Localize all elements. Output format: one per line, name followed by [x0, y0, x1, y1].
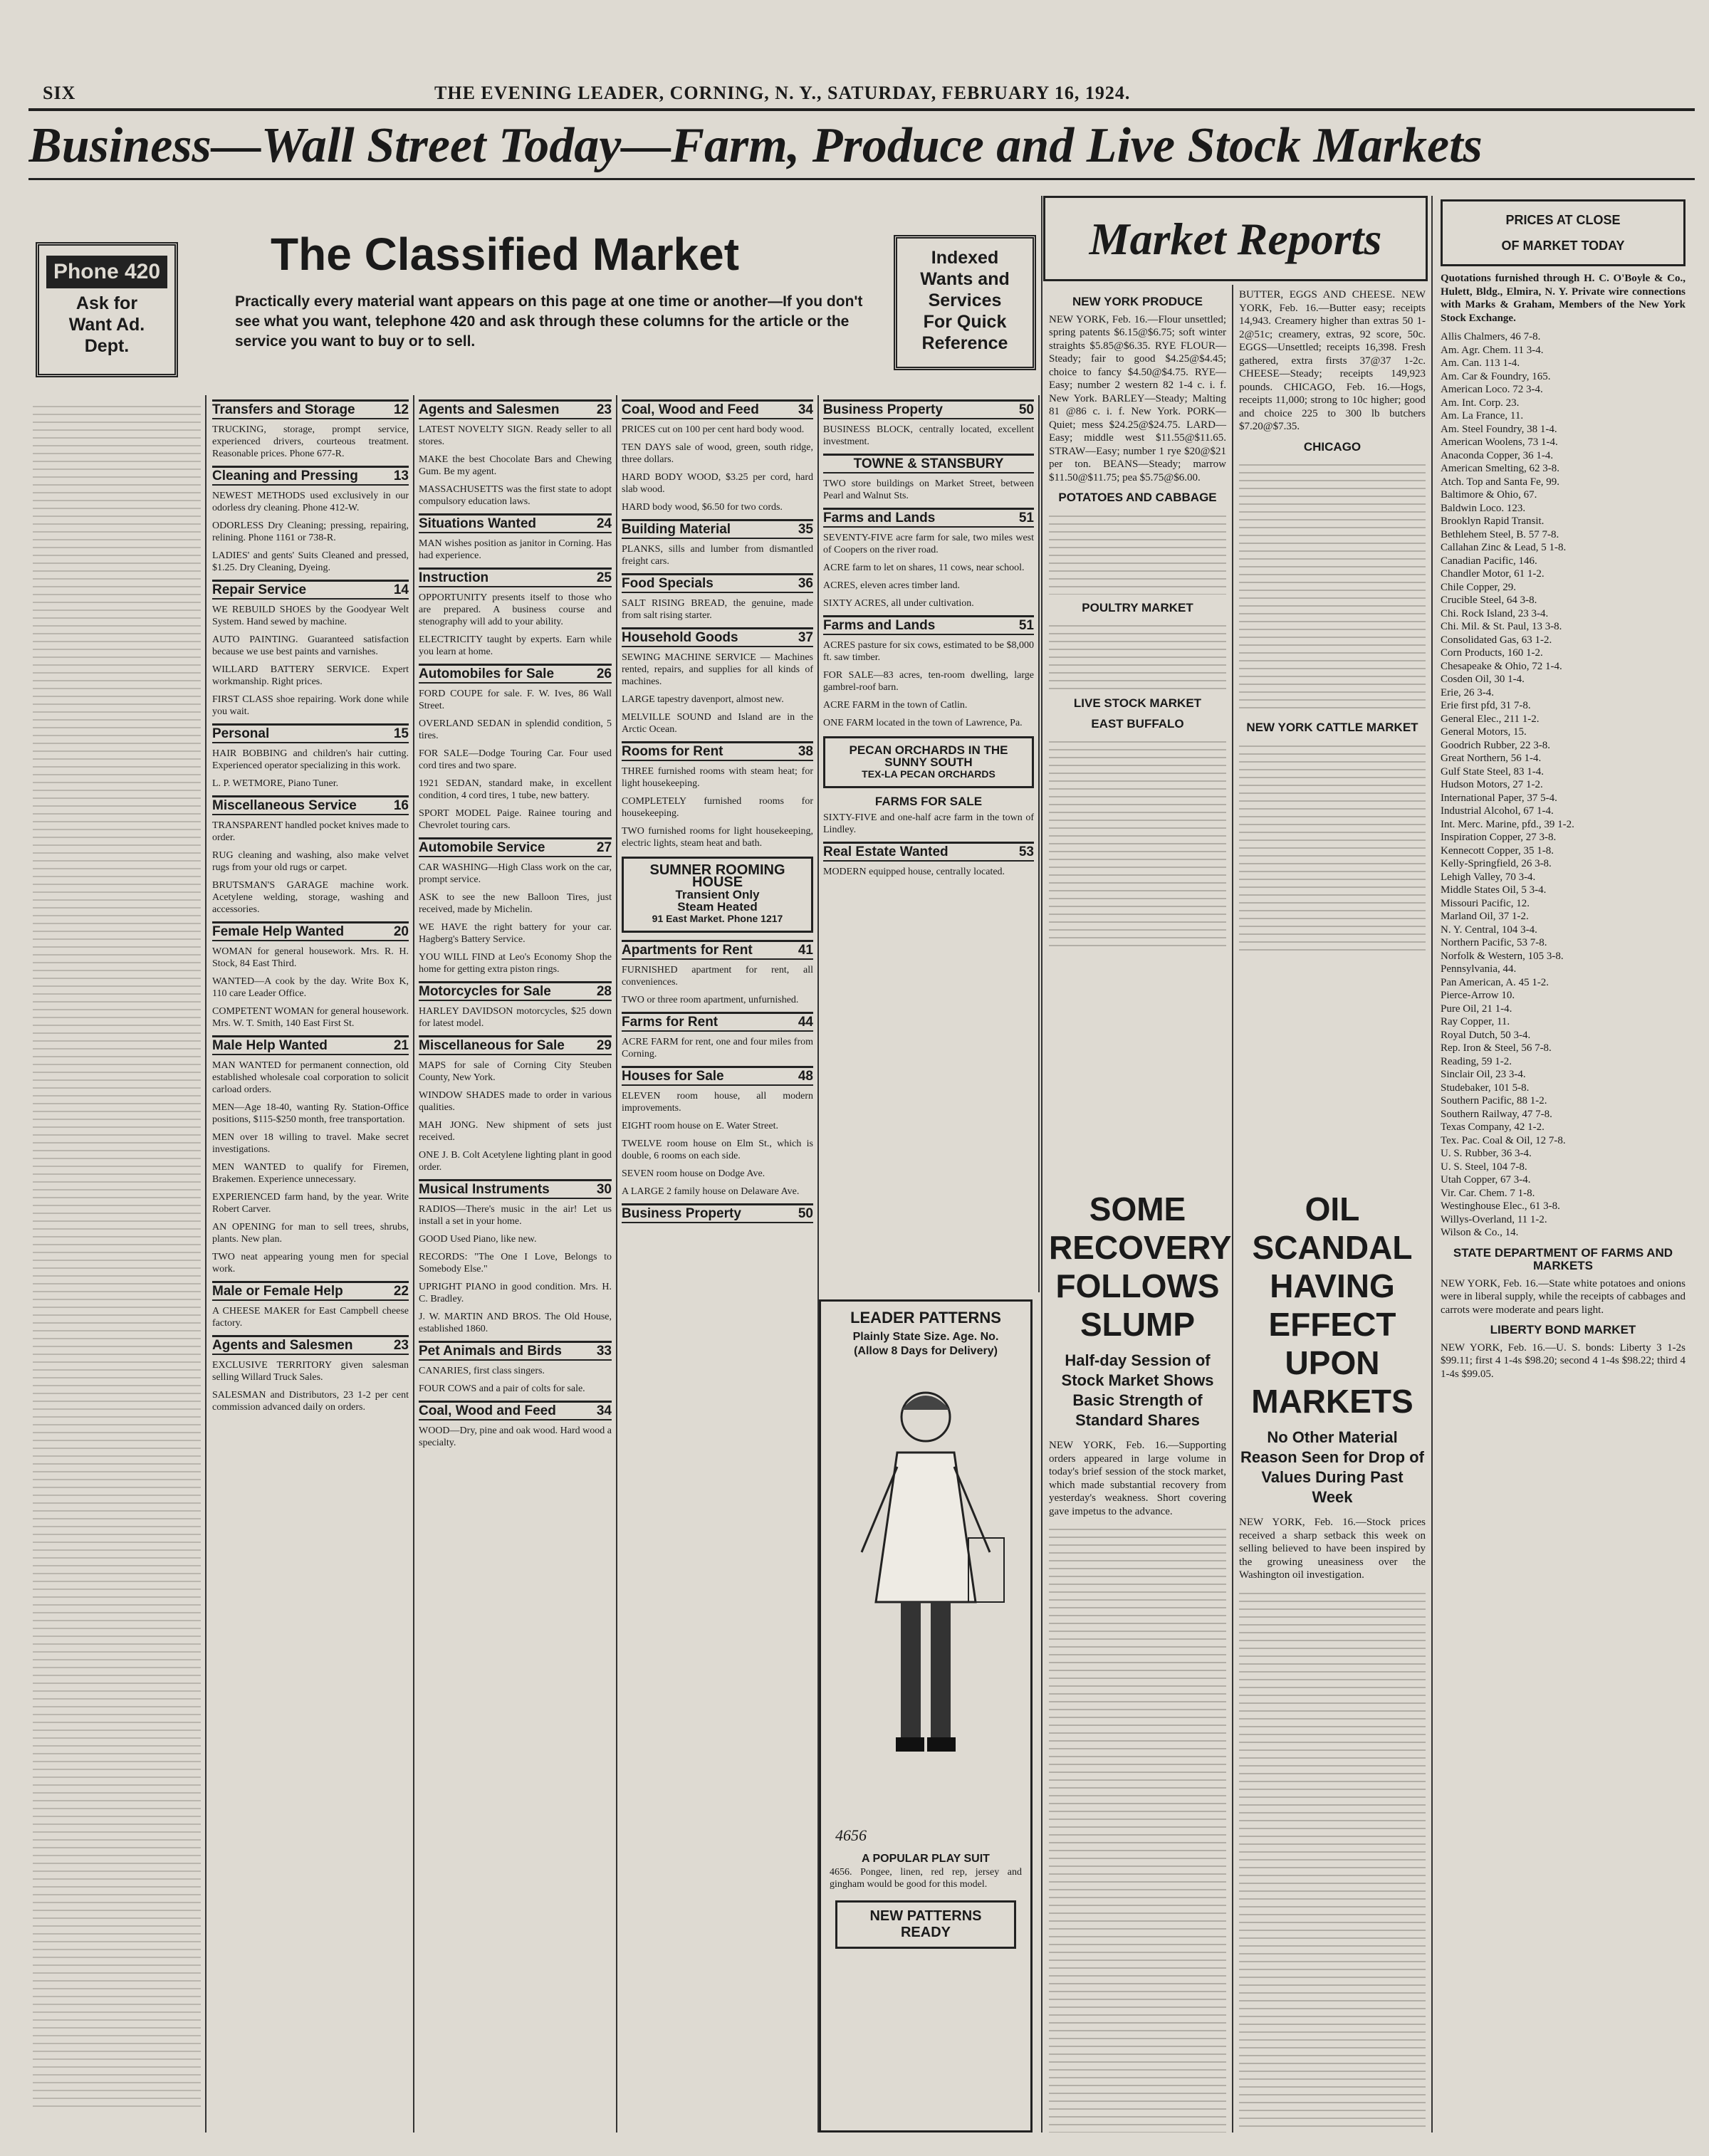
- dairy-report: BUTTER, EGGS AND CHEESE. NEW YORK, Feb. 16.—Butter easy; receipts 14,943. Creamery higher than extras 50 1-2@51c; creamery, extras, 92 score, 50c. EGGS—Unsettled; receipts 16,398. Fresh gathered, extra firsts 37@37 1-2c. CHEESE—Steady; receipts 149,923 pounds. CHICAGO, Feb. 16.—Hogs, receipts 11,000; strong to 10c higher; good and choice 225 to 300 lb butchers $7.20@$7.35.: [1239, 289, 1426, 432]
- classified-ad: FORD COUPE for sale. F. W. Ives, 86 Wall Street.: [419, 689, 612, 711]
- classified-ad: ASK to see the new Balloon Tires, just received, made by Michelin.: [419, 892, 612, 915]
- classified-ad: L. P. WETMORE, Piano Tuner.: [212, 778, 339, 789]
- stock-quote: Pennsylvania, 44.: [1441, 963, 1517, 975]
- stock-quote: American Smelting, 62 3-8.: [1441, 463, 1560, 474]
- classified-column-3: [617, 395, 819, 2133]
- classified-ad: HARD BODY WOOD, $3.25 per cord, hard slab wood.: [622, 472, 813, 495]
- page-number: SIX: [43, 83, 76, 103]
- stock-quote: Inspiration Copper, 27 3-8.: [1441, 832, 1557, 843]
- stock-quote: Pure Oil, 21 1-4.: [1441, 1003, 1512, 1015]
- stock-quote: Utah Copper, 67 3-4.: [1441, 1174, 1531, 1186]
- classified-ad: MAN WANTED for permanent connection, old established wholesale coal corporation to solicit carload orders.: [212, 1060, 409, 1095]
- section-header: Farms and Lands 51: [823, 508, 1034, 528]
- section-header: Instruction 25: [419, 567, 612, 587]
- stock-list: [1441, 330, 1686, 1240]
- classified-ad: SIXTY-FIVE and one-half acre farm in the town of Lindley.: [823, 812, 1034, 835]
- section-header: Building Material 35: [622, 519, 813, 539]
- stock-quote: Royal Dutch, 50 3-4.: [1441, 1029, 1531, 1041]
- rooming-house-ad: SUMNER ROOMING HOUSE Transient Only Steam Heated 91 East Market. Phone 1217: [622, 857, 813, 933]
- classified-ad: FOR SALE—Dodge Touring Car. Four used cord tires and two spare.: [419, 748, 612, 771]
- classified-ad: WILLARD BATTERY SERVICE. Expert workmanship. Right prices.: [212, 664, 409, 687]
- classified-ad: WE HAVE the right battery for your car. Hagberg's Battery Service.: [419, 922, 612, 945]
- stock-quote: Am. Steel Foundry, 38 1-4.: [1441, 423, 1557, 435]
- section-header: Rooms for Rent 38: [622, 741, 813, 761]
- classified-ad: TRANSPARENT handled pocket knives made to order.: [212, 820, 409, 843]
- classified-ad: SALT RISING BREAD, the genuine, made from salt rising starter.: [622, 598, 813, 621]
- classified-title: The Classified Market: [271, 229, 739, 280]
- stock-quote: Marland Oil, 37 1-2.: [1441, 911, 1529, 922]
- pattern-caption: 4656. Pongee, linen, red rep, jersey and gingham would be good for this model.: [830, 1867, 1022, 1890]
- pattern-caption-title: A POPULAR PLAY SUIT: [862, 1853, 990, 1865]
- section-header: Male or Female Help 22: [212, 1281, 409, 1301]
- stock-quote: Pierce-Arrow 10.: [1441, 990, 1515, 1001]
- section-header: Food Specials 36: [622, 573, 813, 593]
- farms-for-sale-head: FARMS FOR SALE: [874, 795, 983, 808]
- classified-ad: EXCLUSIVE TERRITORY given salesman selling Willard Truck Sales.: [212, 1360, 409, 1383]
- stock-quote: Texas Company, 42 1-2.: [1441, 1121, 1545, 1133]
- section-header: Situations Wanted 24: [419, 513, 612, 533]
- stock-quote: Kennecott Copper, 35 1-8.: [1441, 844, 1554, 857]
- section-header: Agents and Salesmen 23: [212, 1335, 409, 1355]
- classified-ad: TRUCKING, storage, prompt service, experienced drivers, courteous treatment. Reasonable prices. Phone 677-R.: [212, 424, 409, 459]
- stock-quote: Erie, 26 3-4.: [1441, 686, 1494, 698]
- stock-quote: Vir. Car. Chem. 7 1-8.: [1441, 1187, 1535, 1199]
- stock-quote: Canadian Pacific, 146.: [1441, 555, 1537, 567]
- classified-ad: RUG cleaning and washing, also make velvet rugs from your old rugs or carpet.: [212, 850, 409, 873]
- pattern-number: 4656: [835, 1826, 867, 1844]
- stock-quote: Lehigh Valley, 70 3-4.: [1441, 871, 1536, 883]
- classified-ad: TWO store buildings on Market Street, between Pearl and Walnut Sts.: [823, 478, 1034, 501]
- stock-quote: American Loco. 72 3-4.: [1441, 384, 1543, 395]
- section-header: Transfers and Storage 12: [212, 399, 409, 419]
- index-column: [28, 395, 207, 2133]
- classified-ad: AN OPENING for man to sell trees, shrubs, plants. New plan.: [212, 1222, 409, 1245]
- stock-quote: Am. Agr. Chem. 11 3-4.: [1441, 344, 1544, 356]
- stock-quote: General Motors, 15.: [1441, 726, 1527, 738]
- stock-quote: Hudson Motors, 27 1-2.: [1441, 779, 1543, 790]
- section-header: Miscellaneous Service 16: [212, 795, 409, 815]
- stock-quote: Chandler Motor, 61 1-2.: [1441, 568, 1545, 580]
- classified-ad: THREE furnished rooms with steam heat; for light housekeeping.: [622, 766, 813, 789]
- stock-quote: International Paper, 37 5-4.: [1441, 792, 1557, 804]
- phone-number: Phone 420: [46, 256, 167, 288]
- markets-column-right: BUTTER, EGGS AND CHEESE. NEW YORK, Feb. 16.—Butter easy; receipts 14,943. Creamery higher than extras 50 1-2@51c; creamery, extras, 92 score, 50c. EGGS—Unsettled; receipts 16,398. Fresh gathered, extra firsts 37@37 1-2c. CHEESE—Steady; receipts 149,923 pounds. CHICAGO, Feb. 16.—Hogs, receipts 11,000; strong to 10c higher; good and choice 225 to 300 lb butchers $7.20@$7.35. CHICAGO NEW YORK CATTLE MARKET: [1233, 288, 1431, 1186]
- stock-quote: General Elec., 211 1-2.: [1441, 713, 1540, 725]
- classified-ad: COMPLETELY furnished rooms for housekeeping.: [622, 796, 813, 819]
- section-header: Houses for Sale 48: [622, 1066, 813, 1086]
- column-rule: [1431, 196, 1433, 2133]
- section-header: Automobiles for Sale 26: [419, 664, 612, 684]
- stock-quote: Anaconda Copper, 36 1-4.: [1441, 449, 1554, 461]
- stock-quote: Middle States Oil, 5 3-4.: [1441, 884, 1547, 896]
- section-header: Automobile Service 27: [419, 837, 612, 857]
- section-header: Farms for Rent 44: [622, 1012, 813, 1032]
- classified-ad: FIRST CLASS shoe repairing. Work done while you wait.: [212, 694, 409, 717]
- classified-ad: TWO neat appearing young men for special work.: [212, 1252, 409, 1275]
- classified-ad: PLANKS, sills and lumber from dismantled freight cars.: [622, 544, 813, 567]
- new-patterns-box: NEW PATTERNS READY: [835, 1900, 1016, 1949]
- classified-ad: ACRES, eleven acres timber land.: [823, 580, 961, 591]
- oil-scandal-story: OIL SCANDAL HAVING EFFECT UPON MARKETS No Other Material Reason Seen for Drop of Values During Past Week NEW YORK, Feb. 16.—Stock prices received a sharp setback this week on selling believed to have been inspired by the growing uneasiness over the Washington oil investigation.: [1233, 1186, 1431, 2133]
- stock-quote: Rep. Iron & Steel, 56 7-8.: [1441, 1042, 1552, 1054]
- classified-ad: SALESMAN and Distributors, 23 1-2 per cent commission advanced daily on orders.: [212, 1390, 409, 1413]
- stock-quote: Am. Can. 113 1-4.: [1441, 357, 1520, 369]
- stock-quote: Southern Pacific, 88 1-2.: [1441, 1095, 1547, 1106]
- quotation-note: Quotations furnished through H. C. O'Boyle & Co., Hulett, Bldg., Elmira, N. Y. Private wire connections with Marks & Graham, Members of the New York Stock Exchange.: [1441, 273, 1686, 324]
- stock-quote: Baldwin Loco. 123.: [1441, 502, 1526, 514]
- classified-ad: TWELVE room house on Elm St., which is double, 6 rooms on each side.: [622, 1139, 813, 1161]
- section-header: Household Goods 37: [622, 627, 813, 647]
- stock-quote: U. S. Rubber, 36 3-4.: [1441, 1148, 1532, 1159]
- classified-ad: RADIOS—There's music in the air! Let us install a set in your home.: [419, 1204, 612, 1227]
- classified-ad: CANARIES, first class singers.: [419, 1366, 545, 1376]
- classified-ad: ACRES pasture for six cows, estimated to be $8,000 ft. saw timber.: [823, 640, 1034, 663]
- classified-ad: MODERN equipped house, centrally located.: [823, 867, 1005, 877]
- classified-ad: HARD body wood, $6.50 for two cords.: [622, 502, 783, 513]
- classified-ad: LADIES' and gents' Suits Cleaned and pressed, $1.25. Dry Cleaning, Dyeing.: [212, 550, 409, 573]
- section-header: Business Property 50: [622, 1203, 813, 1223]
- classified-ad: MAN wishes position as janitor in Corning. Has had experience.: [419, 538, 612, 561]
- stock-quote: Kelly-Springfield, 26 3-8.: [1441, 858, 1552, 869]
- stock-quote: Brooklyn Rapid Transit.: [1441, 516, 1545, 527]
- section-header: Cleaning and Pressing 13: [212, 466, 409, 486]
- classified-ad: 1921 SEDAN, standard make, in excellent condition, 4 cord tires, 1 tube, new battery.: [419, 778, 612, 801]
- section-header: Female Help Wanted 20: [212, 921, 409, 941]
- section-header: Real Estate Wanted 53: [823, 842, 1034, 862]
- stock-quote: Baltimore & Ohio, 67.: [1441, 489, 1537, 501]
- classified-ad: TWO furnished rooms for light housekeeping, electric lights, steam heat and bath.: [622, 826, 813, 849]
- classified-ad: WOOD—Dry, pine and oak wood. Hard wood a specialty.: [419, 1425, 612, 1448]
- classified-ad: ONE J. B. Colt Acetylene lighting plant in good order.: [419, 1150, 612, 1173]
- stock-quote: Int. Merc. Marine, pfd., 39 1-2.: [1441, 818, 1574, 830]
- section-header: Apartments for Rent 41: [622, 940, 813, 960]
- classified-ad: HARLEY DAVIDSON motorcycles, $25 down for latest model.: [419, 1006, 612, 1029]
- stock-quote: Southern Railway, 47 7-8.: [1441, 1108, 1552, 1120]
- classified-ad: SEWING MACHINE SERVICE — Machines rented, repairs, and supplies for all kinds of machines.: [622, 652, 813, 687]
- classified-ad: YOU WILL FIND at Leo's Economy Shop the home for getting extra piston rings.: [419, 952, 612, 975]
- stock-quote: Am. La France, 11.: [1441, 410, 1524, 422]
- stock-quote: Wilson & Co., 14.: [1441, 1227, 1519, 1238]
- stock-quote: Allis Chalmers, 46 7-8.: [1441, 331, 1541, 342]
- classified-ad: J. W. MARTIN AND BROS. The Old House, established 1860.: [419, 1312, 612, 1334]
- running-header: [28, 80, 1695, 111]
- classified-ad: ONE FARM located in the town of Lawrence, Pa.: [823, 718, 1023, 728]
- masthead-line: THE EVENING LEADER, CORNING, N. Y., SATURDAY, FEBRUARY 16, 1924.: [434, 83, 1131, 103]
- classified-ad: ODORLESS Dry Cleaning; pressing, repairing, relining. Phone 1161 or 738-R.: [212, 520, 409, 543]
- classified-ad: WINDOW SHADES made to order in various qualities.: [419, 1090, 612, 1113]
- classified-ad: WANTED—A cook by the day. Write Box K, 110 care Leader Office.: [212, 976, 409, 999]
- section-header: Repair Service 14: [212, 580, 409, 600]
- classified-ad: LATEST NOVELTY SIGN. Ready seller to all stores.: [419, 424, 612, 447]
- stock-quote: Industrial Alcohol, 67 1-4.: [1441, 805, 1554, 817]
- classified-ad: SIXTY ACRES, all under cultivation.: [823, 598, 974, 609]
- classified-ad: ACRE FARM for rent, one and four miles from Corning.: [622, 1037, 813, 1059]
- classified-ad: CAR WASHING—High Class work on the car, prompt service.: [419, 862, 612, 885]
- classified-ad: HAIR BOBBING and children's hair cutting. Experienced operator specializing in this work.: [212, 748, 409, 771]
- stock-quote: Corn Products, 160 1-2.: [1441, 647, 1543, 659]
- stock-quote: Gulf State Steel, 83 1-4.: [1441, 765, 1544, 778]
- stock-quote: Tex. Pac. Coal & Oil, 12 7-8.: [1441, 1134, 1566, 1146]
- section-header: Coal, Wood and Feed 34: [622, 399, 813, 419]
- section-header: Musical Instruments 30: [419, 1179, 612, 1199]
- stock-quote: Chile Copper, 29.: [1441, 581, 1517, 593]
- section-header: Personal 15: [212, 723, 409, 743]
- stock-quote: Westinghouse Elec., 61 3-8.: [1441, 1200, 1560, 1212]
- section-banner: Business—Wall Street Today—Farm, Produce and Live Stock Markets: [28, 114, 1695, 180]
- stock-quote: Crucible Steel, 64 3-8.: [1441, 595, 1537, 606]
- stock-quote: Northern Pacific, 53 7-8.: [1441, 937, 1547, 948]
- section-header: Farms and Lands 51: [823, 615, 1034, 635]
- markets-column-left: NEW YORK PRODUCE NEW YORK, Feb. 16.—Flour unsettled; spring patents $6.15@$6.75; soft winter straights $5.85@$6.35. RYE FLOUR—Steady; fair to good $4.25@$4.45; choice to fancy $4.50@$4.75. RYE—Easy; number 2 western 82 1-4 c. i. f. New York. BARLEY—Steady; Malting 81 @86 c. i. f. New York. PORK—Quiet; mess $24.25@$24.75. LARD—Easy; middle west $11.55@$11.65. STRAW—Easy; number 1 rye $20@$21 per ton. BEANS—Steady; marrow $11.50@$11.75; pea $5.75@$6.00. POTATOES AND CABBAGE POULTRY MARKET LIVE STOCK MARKET EAST BUFFALO: [1043, 288, 1232, 1186]
- stock-quote: Norfolk & Western, 105 3-8.: [1441, 950, 1564, 962]
- stock-quote: Erie first pfd, 31 7-8.: [1441, 700, 1531, 711]
- agency-name: TOWNE & STANSBURY: [823, 454, 1034, 473]
- produce-report: NEW YORK, Feb. 16.—Flour unsettled; spring patents $6.15@$6.75; soft winter straights $5.85@$6.35. RYE FLOUR—Steady; fair to good $4.25@$4.45; choice to fancy $4.50@$4.75. RYE—Easy; number 2 western 82 1-4 c. i. f. New York. BARLEY—Steady; Malting 81 @86 c. i. f. New York. PORK—Quiet; mess $24.25@$24.75. LARD—Easy; middle west $11.55@$11.65. STRAW—Easy; number 1 rye $20@$21 per ton. BEANS—Steady; marrow $11.50@$11.75; pea $5.75@$6.00.: [1049, 313, 1226, 483]
- stock-quote: Consolidated Gas, 63 1-2.: [1441, 634, 1552, 646]
- column-rule: [1041, 196, 1042, 2133]
- classified-ad: FURNISHED apartment for rent, all conveniences.: [622, 965, 813, 988]
- classified-column-2: [414, 395, 617, 2133]
- stock-quote: Missouri Pacific, 12.: [1441, 897, 1530, 909]
- classified-ad: A CHEESE MAKER for East Campbell cheese factory.: [212, 1306, 409, 1329]
- classified-ad: ACRE farm to let on shares, 11 cows, near school.: [823, 562, 1025, 573]
- classified-ad: SPORT MODEL Paige. Rainee touring and Chevrolet touring cars.: [419, 808, 612, 831]
- classified-ad: ELEVEN room house, all modern improvements.: [622, 1091, 813, 1114]
- classified-ad: WE REBUILD SHOES by the Goodyear Welt System. Hand sewed by machine.: [212, 605, 409, 627]
- stock-recovery-story: SOME RECOVERY FOLLOWS SLUMP Half-day Session of Stock Market Shows Basic Strength of Standard Shares NEW YORK, Feb. 16.—Supporting orders appeared in large volume in today's brief session of the stock market, which made substantial recovery from yesterday's weakness. Short covering gave impetus to the advance.: [1043, 1186, 1232, 2133]
- classified-ad: BRUTSMAN'S GARAGE machine work. Acetylene welding, storage, washing and accessories.: [212, 880, 409, 915]
- classified-ad: BUSINESS BLOCK, centrally located, excellent investment.: [823, 424, 1034, 447]
- section-header: Coal, Wood and Feed 34: [419, 1401, 612, 1420]
- classified-ad: TWO or three room apartment, unfurnished.: [622, 995, 799, 1005]
- closing-prices-head: PRICES AT CLOSE OF MARKET TODAY: [1441, 199, 1686, 266]
- classified-ad: PRICES cut on 100 per cent hard body wood.: [622, 424, 805, 435]
- closing-prices-column: PRICES AT CLOSE OF MARKET TODAY Quotations furnished through H. C. O'Boyle & Co., Hulett, Bldg., Elmira, N. Y. Private wire connections with Marks & Graham, Members of the New York Stock Exchange. Allis Chalmers, 46 7-8. Am. Agr. Chem. 11 3-4. Am. Can. 113 1-4. Am. Car & Foundry, 165. American Loco. 72 3-4. Am. Int. Corp. 23. Am. La France, 11. Am. Steel Foundry, 38 1-4. American Woolens, 73 1-4. Anaconda Copper, 36 1-4. American Smelting, 62 3-8. Atch. Top and Santa Fe, 99. Baltimore & Ohio, 67. Baldwin Loco. 123. Brooklyn Rapid Transit. Bethlehem Steel, B. 57 7-8. Callahan Zinc & Lead, 5 1-8. Canadian Pacific, 146. Chandler Motor, 61 1-2. Chile Copper, 29. Crucible Steel, 64 3-8. Chi. Rock Island, 23 3-4. Chi. Mil. & St. Paul, 13 3-8. Consolidated Gas, 63 1-2. Corn Products, 160 1-2. Chesapeake & Ohio, 72 1-4. Cosden Oil, 30 1-4. Erie, 26 3-4. Erie first pfd, 31 7-8. General Elec., 211 1-2. General Motors, 15. Goodrich Rubber, 22 3-8. Great Northern, 56 1-4. Gulf State Steel, 83 1-4. Hudson Motors, 27 1-2. International Paper, 37 5-4. Industrial Alcohol, 67 1-4. Int. Merc. Marine, pfd., 39 1-2. Inspiration Copper, 27 3-8. Kennecott Copper, 35 1-8. Kelly-Springfield, 26 3-8. Lehigh Valley, 70 3-4. Middle States Oil, 5 3-4. Missouri Pacific, 12. Marland Oil, 37 1-2. N. Y. Central, 104 3-4. Northern Pacific, 53 7-8. Norfolk & Western, 105 3-8. Pennsylvania, 44. Pan American, A. 45 1-2. Pierce-Arrow 10. Pure Oil, 21 1-4. Ray Copper, 11. Royal Dutch, 50 3-4. Rep. Iron & Steel, 56 7-8. Reading, 59 1-2. Sinclair Oil, 23 3-4. Studebaker, 101 5-8. Southern Pacific, 88 1-2. Southern Railway, 47 7-8. Texas Company, 42 1-2. Tex. Pac. Coal & Oil, 12 7-8. U. S. Rubber, 36 3-4. U. S. Steel, 104 7-8. Utah Copper, 67 3-4. Vir. Car. Chem. 7 1-8. Westinghouse Elec., 61 3-8. Willys-Overland, 11 1-2. Wilson & Co., 14. STATE DEPARTMENT OF FARMS AND MARKETS NEW YORK, Feb. 16.—State white potatoes and onions were in liberal supply, while the receipts of cabbages and carrots were moderate and pears light. LIBERTY BOND MARKET NEW YORK, Feb. 16.—U. S. bonds: Liberty 3 1-2s $99.11; first 4 1-4s $98.20; second 4 1-4s $98.22; third 4 1-4s $99.05.: [1435, 199, 1691, 2136]
- classified-ad: ACRE FARM in the town of Catlin.: [823, 700, 968, 711]
- stock-quote: Sinclair Oil, 23 3-4.: [1441, 1069, 1526, 1080]
- stock-quote: N. Y. Central, 104 3-4.: [1441, 923, 1537, 936]
- stock-quote: Chi. Rock Island, 23 3-4.: [1441, 607, 1549, 619]
- classified-ad: COMPETENT WOMAN for general housework. Mrs. W. T. Smith, 140 East First St.: [212, 1006, 409, 1029]
- stock-quote: U. S. Steel, 104 7-8.: [1441, 1161, 1527, 1173]
- stock-quote: American Woolens, 73 1-4.: [1441, 436, 1558, 448]
- classified-ad: SEVEN room house on Dodge Ave.: [622, 1168, 765, 1179]
- stock-quote: Chi. Mil. & St. Paul, 13 3-8.: [1441, 621, 1562, 632]
- stock-quote: Chesapeake & Ohio, 72 1-4.: [1441, 660, 1562, 672]
- classified-ad: MAH JONG. New shipment of sets just received.: [419, 1120, 612, 1143]
- stock-quote: Great Northern, 56 1-4.: [1441, 753, 1542, 764]
- stock-quote: Pan American, A. 45 1-2.: [1441, 976, 1549, 988]
- stock-quote: Cosden Oil, 30 1-4.: [1441, 674, 1525, 685]
- classified-ad: MAPS for sale of Corning City Steuben County, New York.: [419, 1060, 612, 1083]
- classified-ad: WOMAN for general housework. Mrs. R. H. Stock, 84 East Third.: [212, 946, 409, 969]
- section-header: Motorcycles for Sale 28: [419, 981, 612, 1001]
- classified-ad: MEN over 18 willing to travel. Make secret investigations.: [212, 1132, 409, 1155]
- classified-ad: LARGE tapestry davenport, almost new.: [622, 694, 784, 705]
- classified-ad: TEN DAYS sale of wood, green, south ridge, three dollars.: [622, 442, 813, 465]
- classified-ad: UPRIGHT PIANO in good condition. Mrs. H. C. Bradley.: [419, 1282, 612, 1304]
- leader-patterns-ad: LEADER PATTERNS Plainly State Size. Age. No. (Allow 8 Days for Delivery) 4656 A POPULAR PLAY SUIT 4656. Pongee, linen, red rep, jersey and gingham would be good for this model. NEW PATTERNS READY: [819, 1299, 1033, 2133]
- classified-ad: MASSACHUSETTS was the first state to adopt compulsory education laws.: [419, 484, 612, 507]
- classified-ad: NEWEST METHODS used exclusively in our odorless dry cleaning. Phone 412-W.: [212, 491, 409, 513]
- classified-ad: EXPERIENCED farm hand, by the year. Write Robert Carver.: [212, 1192, 409, 1215]
- classified-ad: OPPORTUNITY presents itself to those who are prepared. A business course and stenography will add to your ability.: [419, 592, 612, 627]
- classified-ad: RECORDS: "The One I Love, Belongs to Somebody Else.": [419, 1252, 612, 1275]
- stock-quote: Bethlehem Steel, B. 57 7-8.: [1441, 528, 1559, 540]
- classified-ad: GOOD Used Piano, like new.: [419, 1234, 537, 1245]
- pecan-ad: PECAN ORCHARDS IN THE SUNNY SOUTH TEX-LA PECAN ORCHARDS: [823, 736, 1034, 788]
- stock-quote: Ray Copper, 11.: [1441, 1016, 1510, 1027]
- classified-ad: ELECTRICITY taught by experts. Earn while you learn at home.: [419, 634, 612, 657]
- classified-ad: AUTO PAINTING. Guaranteed satisfaction because we use best paints and varnishes.: [212, 634, 409, 657]
- classified-ad: A LARGE 2 family house on Delaware Ave.: [622, 1186, 800, 1197]
- classified-ad: SEVENTY-FIVE acre farm for sale, two miles west of Coopers on the river road.: [823, 533, 1034, 555]
- section-header: Miscellaneous for Sale 29: [419, 1035, 612, 1055]
- stock-quote: Goodrich Rubber, 22 3-8.: [1441, 739, 1550, 751]
- classified-ad: MELVILLE SOUND and Island are in the Arctic Ocean.: [622, 712, 813, 735]
- stock-quote: Am. Car & Foundry, 165.: [1441, 370, 1551, 382]
- classified-ad: MEN—Age 18-40, wanting Ry. Station-Office positions, $115-$250 month, free transportation.: [212, 1102, 409, 1125]
- classified-column-4: [819, 395, 1040, 1292]
- classified-ad: FOUR COWS and a pair of colts for sale.: [419, 1383, 585, 1394]
- classified-ad: MEN WANTED to qualify for Firemen, Brakemen. Experience unnecessary.: [212, 1162, 409, 1185]
- stock-quote: Am. Int. Corp. 23.: [1441, 397, 1520, 409]
- stock-quote: Willys-Overland, 11 1-2.: [1441, 1213, 1547, 1225]
- index-text-block: [33, 399, 201, 2108]
- section-header: Pet Animals and Birds 33: [419, 1341, 612, 1361]
- market-reports-logo: Market Reports: [1043, 196, 1428, 281]
- stock-quote: Callahan Zinc & Lead, 5 1-8.: [1441, 542, 1567, 553]
- classified-ad: FOR SALE—83 acres, ten-room dwelling, large gambrel-roof barn.: [823, 670, 1034, 693]
- stock-quote: Reading, 59 1-2.: [1441, 1055, 1512, 1067]
- classified-column-1: [208, 395, 414, 2133]
- play-suit-illustration: [833, 1367, 1018, 1823]
- index-box: Indexed Wants and Services For Quick Reference: [894, 235, 1036, 370]
- classified-ad: MAKE the best Chocolate Bars and Chewing Gum. Be my agent.: [419, 454, 612, 477]
- phone-box: Phone 420 Ask for Want Ad. Dept.: [36, 242, 178, 377]
- stock-quote: Studebaker, 101 5-8.: [1441, 1082, 1530, 1094]
- section-header: Male Help Wanted 21: [212, 1035, 409, 1055]
- classified-ad: EIGHT room house on E. Water Street.: [622, 1121, 778, 1131]
- section-header: Business Property 50: [823, 399, 1034, 419]
- classified-intro: Practically every material want appears on this page at one time or another—If you don't see what you want, telephone 420 and ask through these columns for the article or the service you want to buy or to sell.: [235, 293, 863, 350]
- section-header: Agents and Salesmen 23: [419, 399, 612, 419]
- stock-quote: Atch. Top and Santa Fe, 99.: [1441, 476, 1559, 488]
- classified-ad: OVERLAND SEDAN in splendid condition, 5 tires.: [419, 718, 612, 741]
